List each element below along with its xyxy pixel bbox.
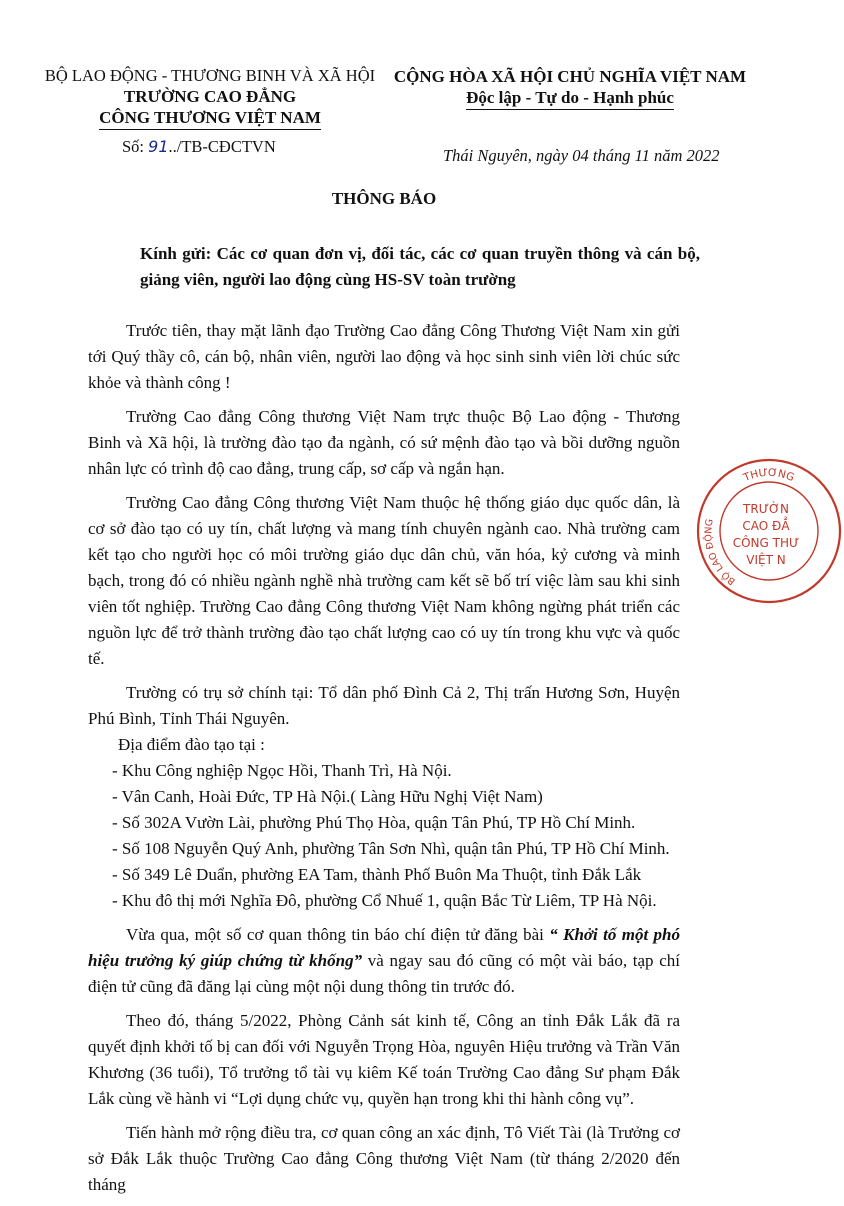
press-text-after: và ngay sau đó cũng có một vài báo, tạp chí điện tử cũng đã đăng lại cùng một nội dung thông tin trước đó. xyxy=(88,951,681,996)
location-item: - Số 108 Nguyễn Quý Anh, phường Tân Sơn Nhì, quận tân Phú, TP Hồ Chí Minh. xyxy=(112,839,670,858)
date-place: Thái Nguyên, ngày 04 tháng 11 năm 2022 xyxy=(443,146,720,165)
school-name-line1: TRƯỜNG CAO ĐẲNG xyxy=(123,87,297,106)
paragraph-commitment: Trường Cao đẳng Công thương Việt Nam thuộc hệ thống giáo dục quốc dân, là cơ sở đào tạo có uy tín, chất lượng và mang tính chuyên ngành cao. Nhà trường cam kết tạo cho người học có môi trường giáo dục dân chủ, văn hóa, kỷ cương và minh bạch, trong đó có nhiều ngành nghề nhà trường cam kết sẽ bố trí việc làm sau khi sinh viên tốt nghiệp. Trường Cao đẳng Công thương Việt Nam không ngừng phát triển các nguồn lực để trở thành trường đào tạo chất lượng cao có uy tín trong khu vực và quốc tế. xyxy=(88,493,680,668)
national-motto: Độc lập - Tự do - Hạnh phúc xyxy=(466,87,674,110)
seal-line-4: VIỆT N xyxy=(746,553,786,567)
seal-ring-top-text: THƯƠNG xyxy=(741,466,797,485)
location-item: - Vân Canh, Hoài Đức, TP Hà Nội.( Làng Hữu Nghị Việt Nam) xyxy=(112,787,543,806)
document-number xyxy=(122,137,276,157)
number-suffix: ../TB-CĐCTVN xyxy=(168,137,276,156)
paragraph-introduction: Trường Cao đẳng Công thương Việt Nam trực thuộc Bộ Lao động - Thương Binh và Xã hội, là trường đào tạo đa ngành, có sứ mệnh đào tạo và bồi dưỡng nguồn nhân lực có trình độ cao đẳng, trung cấp, sơ cấp và ngắn hạn. xyxy=(88,407,680,478)
recipients: Kính gửi: Các cơ quan đơn vị, đối tác, các cơ quan truyền thông và cán bộ, giảng viên, người lao động cùng HS-SV toàn trường xyxy=(140,244,700,289)
paragraph-prosecution: Theo đó, tháng 5/2022, Phòng Cảnh sát kinh tế, Công an tỉnh Đắk Lắk đã ra quyết định khởi tố bị can đối với Nguyễn Trọng Hòa, nguyên Hiệu trưởng và Trần Văn Khương (36 tuổi), Tổ trưởng tổ tài vụ kiêm Kế toán Trường Cao đẳng Sư phạm Đắk Lắk cùng về hành vi “Lợi dụng chức vụ, quyền hạn trong khi thi hành công vụ”. xyxy=(88,1011,680,1108)
issuer-header xyxy=(40,66,380,130)
locations-label: Địa điểm đào tạo tại : xyxy=(118,735,265,754)
number-prefix: Số: xyxy=(122,137,145,156)
seal-line-2: CAO ĐẲ xyxy=(742,519,790,533)
national-header xyxy=(385,66,755,110)
country-name: CỘNG HÒA XÃ HỘI CHỦ NGHĨA VIỆT NAM xyxy=(393,67,747,86)
official-seal xyxy=(694,456,844,606)
location-item: - Khu Công nghiệp Ngọc Hồi, Thanh Trì, Hà Nội. xyxy=(112,761,452,780)
document-title: THÔNG BÁO xyxy=(331,189,437,208)
press-text-before: Vừa qua, một số cơ quan thông tin báo chí điện tử đăng bài xyxy=(126,925,550,944)
paragraph-greeting: Trước tiên, thay mặt lãnh đạo Trường Cao đẳng Công Thương Việt Nam xin gửi tới Quý thầy cô, cán bộ, nhân viên, người lao động và học sinh sinh viên lời chúc sức khỏe và thành công ! xyxy=(88,321,680,392)
paragraph-press-reports xyxy=(88,922,680,1000)
press-headline: “ Khởi tố một phó hiệu trưởng ký giúp chứng từ khống” xyxy=(88,925,680,970)
number-handwritten: 91 xyxy=(148,137,169,156)
school-name-line2: CÔNG THƯƠNG VIỆT NAM xyxy=(99,107,321,130)
document-body xyxy=(88,318,680,1206)
location-item: - Số 349 Lê Duẩn, phường EA Tam, thành Phố Buôn Ma Thuột, tỉnh Đắk Lắk xyxy=(112,865,642,884)
paragraph-headquarters: Trường có trụ sở chính tại: Tổ dân phố Đình Cả 2, Thị trấn Hương Sơn, Huyện Phú Bình, Tỉnh Thái Nguyên. xyxy=(88,683,680,728)
seal-line-1: TRƯỜN xyxy=(743,502,789,516)
location-item: - Số 302A Vườn Lài, phường Phú Thọ Hòa, quận Tân Phú, TP Hồ Chí Minh. xyxy=(112,813,636,832)
paragraph-investigation: Tiến hành mở rộng điều tra, cơ quan công an xác định, Tô Viết Tài (là Trưởng cơ sở Đắk Lắk thuộc Trường Cao đẳng Công thương Việt Nam (từ tháng 2/2020 đến tháng xyxy=(88,1123,680,1194)
seal-line-3: CÔNG THƯ xyxy=(732,536,800,550)
ministry-name: BỘ LAO ĐỘNG - THƯƠNG BINH VÀ XÃ HỘI xyxy=(44,66,376,85)
location-item: - Khu đô thị mới Nghĩa Đô, phường Cổ Nhuế 1, quận Bắc Từ Liêm, TP Hà Nội. xyxy=(112,891,657,910)
seal-ring-left-text: BỘ LAO ĐỘNG xyxy=(703,518,738,587)
